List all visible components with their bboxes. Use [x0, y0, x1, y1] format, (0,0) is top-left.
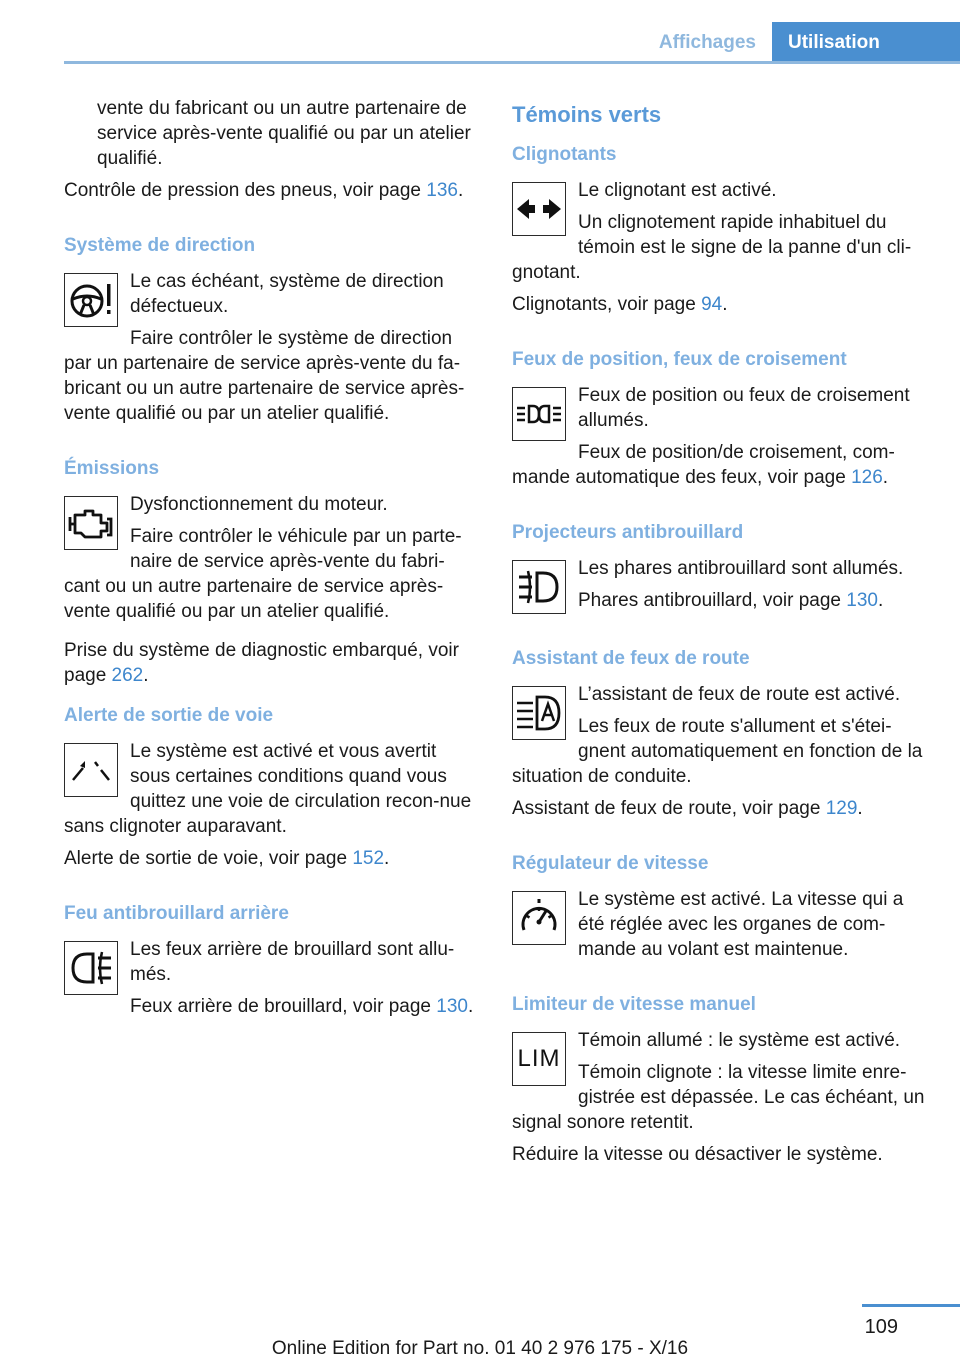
tire-pressure-text: Contrôle de pression des pneus, voir page: [64, 180, 427, 201]
section-heading-turn-signals: Clignotants: [512, 144, 617, 165]
lane-departure-icon: [64, 743, 118, 797]
turn-signals-p3: Clignotants, voir page 94.: [512, 294, 728, 315]
section-heading-steering: Système de direction: [64, 235, 256, 256]
emissions-entry: [64, 492, 480, 624]
front-fog-p1: Les phares antibrouillard sont allumés.: [578, 558, 904, 579]
section-heading-front-fog: Projecteurs antibrouillard: [512, 522, 744, 543]
high-beam-p3-text: Assistant de feux de route, voir page: [512, 798, 826, 819]
front-fog-entry: [512, 556, 928, 616]
position-lights-entry: [512, 383, 928, 490]
page-link-152[interactable]: 152: [352, 848, 385, 869]
tab-affichages[interactable]: Affichages: [643, 22, 772, 62]
edition-footer: Online Edition for Part no. 01 40 2 976 175 - X/16: [271, 1338, 689, 1359]
lane-departure-entry: [64, 739, 480, 871]
section-heading-lane-departure: Alerte de sortie de voie: [64, 705, 274, 726]
position-lights-p1: Feux de position ou feux de croisement allumés.: [578, 385, 910, 431]
turn-signals-p1: Le clignotant est activé.: [578, 180, 777, 201]
emissions-p3: Prise du système de diagnostic embarqué, voir page 262.: [64, 640, 459, 686]
section-heading-speed-limiter: Limiteur de vitesse manuel: [512, 994, 756, 1015]
emissions-p3-text: Prise du système de diagnostic embarqué, voir page: [64, 640, 459, 686]
steering-wheel-warning-icon: [64, 273, 118, 327]
turn-signals-p2: Un clignotement rapide inhabituel du témoin est le signe de la panne d'un cli-gnotant.: [512, 212, 912, 283]
lane-departure-p2-text: Alerte de sortie de voie, voir page: [64, 848, 353, 869]
rear-fog-p2-text: Feux arrière de brouillard, voir page: [130, 996, 437, 1017]
speed-limiter-p3: Réduire la vitesse ou désactiver le système.: [512, 1144, 883, 1165]
cruise-control-icon: [512, 891, 566, 945]
intro-continued-text: vente du fabricant ou un autre partenaire de service après-vente qualifié ou par un atelier qualifié.: [97, 98, 471, 169]
turn-signal-arrows-icon: [512, 182, 566, 236]
page-link-136[interactable]: 136: [426, 180, 458, 201]
page-link-94[interactable]: 94: [701, 294, 723, 315]
high-beam-assistant-icon: [512, 686, 566, 740]
high-beam-p1: L’assistant de feux de route est activé.: [578, 684, 901, 705]
page-number: 109: [864, 1316, 898, 1338]
turn-signals-entry: [512, 178, 928, 285]
rear-fog-entry: [64, 937, 480, 1019]
rear-fog-p2: Feux arrière de brouillard, voir page 130.: [130, 996, 474, 1017]
section-heading-cruise-control: Régulateur de vitesse: [512, 853, 709, 874]
cruise-control-p1: Le système est activé. La vitesse qui a été réglée avec les organes de com-mande au volant est maintenue.: [578, 889, 904, 960]
speed-limiter-p2: Témoin clignote : la vitesse limite enre-gistrée est dépassée. Le cas échéant, un signal sonore retentit.: [512, 1062, 925, 1133]
rear-fog-light-icon: [64, 941, 118, 995]
turn-signals-p3-text: Clignotants, voir page: [512, 294, 702, 315]
page-link-126[interactable]: 126: [851, 467, 883, 488]
section-heading-high-beam: Assistant de feux de route: [512, 648, 750, 669]
front-fog-light-icon: [512, 560, 566, 614]
section-heading-emissions: Émissions: [64, 458, 160, 479]
lane-departure-p2: Alerte de sortie de voie, voir page 152.: [64, 848, 390, 869]
steering-p1: Le cas échéant, système de direction défectueux.: [130, 271, 444, 317]
page-link-129[interactable]: 129: [825, 798, 858, 819]
section-title-green-lights: Témoins verts: [512, 102, 662, 127]
emissions-p1: Dysfonctionnement du moteur.: [130, 494, 388, 515]
header-rule: [64, 61, 960, 64]
left-column: [64, 96, 480, 1019]
cruise-control-entry: [512, 887, 928, 962]
footer-rule: [862, 1304, 960, 1307]
front-fog-p2-text: Phares antibrouillard, voir page: [578, 590, 847, 611]
header-tabs: [643, 22, 960, 62]
rear-fog-p1: Les feux arrière de brouillard sont allu-més.: [130, 939, 455, 985]
speed-limiter-p1: Témoin allumé : le système est activé.: [578, 1030, 901, 1051]
steering-p2: Faire contrôler le système de direction par un partenaire de service après-vente du fa-bricant ou un autre partenaire de service après-vente qualifié ou par un atelier qualifié.: [64, 328, 465, 424]
speed-limiter-entry: [512, 1028, 928, 1135]
high-beam-p3: Assistant de feux de route, voir page 129.: [512, 798, 863, 819]
high-beam-p2: Les feux de route s'allument et s'étei-gnent automatiquement en fonction de la situation de conduite.: [512, 716, 923, 787]
position-lights-p2-text: Feux de position/de croisement, com-mande automatique des feux, voir page: [512, 442, 895, 488]
lim-icon: [512, 1032, 566, 1086]
position-lights-p2: Feux de position/de croisement, com-mande automatique des feux, voir page 126.: [512, 442, 895, 488]
section-heading-position-lights: Feux de position, feux de croisement: [512, 349, 847, 370]
tab-utilisation[interactable]: Utilisation: [772, 22, 960, 62]
page-link-130-rear[interactable]: 130: [436, 996, 468, 1017]
section-heading-rear-fog: Feu antibrouillard arrière: [64, 903, 289, 924]
engine-check-icon: [64, 496, 118, 550]
parking-low-beam-icon: [512, 387, 566, 441]
front-fog-p2: Phares antibrouillard, voir page 130.: [578, 590, 884, 611]
tire-pressure-ref: Contrôle de pression des pneus, voir page 136.: [64, 180, 464, 201]
right-column: [512, 96, 928, 1167]
emissions-p2: Faire contrôler le véhicule par un parte-naire de service après-vente du fabri-cant ou un autre partenaire de service après-vente qualifié ou par un atelier qualifié.: [64, 526, 462, 622]
steering-entry: [64, 269, 480, 426]
page-link-130-front[interactable]: 130: [846, 590, 878, 611]
page-link-262[interactable]: 262: [111, 665, 144, 686]
lane-departure-p1: Le système est activé et vous avertit sous certaines conditions quand vous quittez une voie de circulation recon-nue sans clignoter auparavant.: [64, 741, 472, 837]
high-beam-entry: [512, 682, 928, 789]
lim-icon-text: LIM: [517, 1045, 561, 1072]
